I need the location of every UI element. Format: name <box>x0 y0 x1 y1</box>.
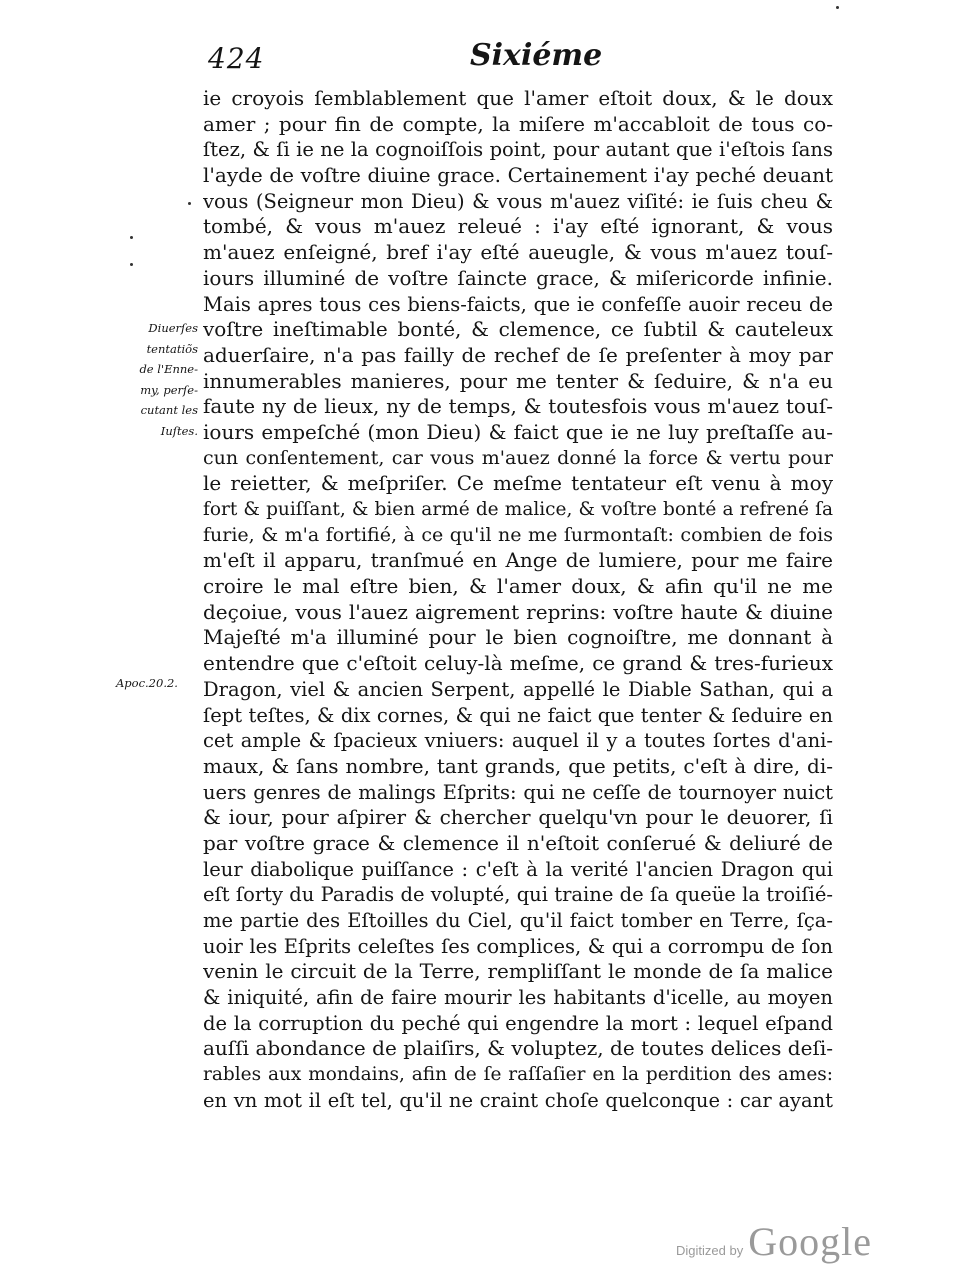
margin-note <box>118 318 198 441</box>
text-line: cun conſentement, car vous m'auez donné la force & vertu pour <box>203 446 833 469</box>
text-line: faute ny de lieux, ny de temps, & toutesfois vous m'auez touſ- <box>203 394 833 419</box>
text-line: Majeſté m'a illuminé pour le bien cognoiſtre, me donnant à <box>203 625 833 650</box>
text-line: aduerſaire, n'a pas failly de rechef de ſe preſenter à moy par <box>203 342 833 367</box>
text-line: Dragon, viel & ancien Serpent, appellé le Diable Sathan, qui a <box>203 677 833 701</box>
body-text <box>203 86 833 1114</box>
text-line: venin le circuit de la Terre, rempliſſant le monde de ſa malice <box>203 959 833 984</box>
text-line: le reietter, & meſpriſer. Ce meſme tentateur eſt venu à moy <box>203 471 833 496</box>
text-line: uoir les Eſprits celeſtes ſes complices, & qui a corrompu de ſon <box>203 934 833 958</box>
ink-speck <box>130 263 133 266</box>
text-line: m'eſt il apparu, tranſmué en Ange de lumiere, pour me faire <box>203 548 833 573</box>
text-line: me partie des Eſtoilles du Ciel, qu'il faict tomber en Terre, ſça- <box>203 909 833 932</box>
text-line: m'auez enſeigné, bref i'ay eſté aueugle, & vous m'auez touſ- <box>203 240 833 265</box>
margin-note-line: my, perſe- <box>140 382 198 397</box>
text-line: deçoiue, vous l'auez aigrement reprins: voſtre haute & diuine <box>203 599 833 624</box>
margin-note-line: tentatiõs <box>146 341 198 356</box>
text-line: ſept teſtes, & dix cornes, & qui ne faict que tenter & ſeduire en <box>203 703 833 727</box>
google-logo: Google <box>748 1219 873 1264</box>
text-line: maux, & ſans nombre, tant grands, que petits, c'eſt à dire, di- <box>203 753 833 778</box>
margin-note-line: de l'Enne- <box>139 362 198 376</box>
text-line: l'ayde de voſtre diuine grace. Certainement i'ay peché deuant <box>203 163 833 188</box>
text-line: rables aux mondains, afin de ſe raſſaſier en la perdition des ames: <box>203 1064 833 1086</box>
margin-note-line: Iuſtes. <box>160 423 198 438</box>
text-line: entendre que c'eſtoit celuy-là meſme, ce grand & tres-furieux <box>203 651 833 676</box>
watermark-prefix: Digitized by <box>676 1243 744 1258</box>
text-line: & iniquité, afin de faire mourir les habitants d'icelle, au moyen <box>203 986 833 1010</box>
text-line: vous (Seigneur mon Dieu) & vous m'auez viſité: ie ſuis cheu & <box>203 189 833 213</box>
margin-reference: Apoc.20.2. <box>116 676 178 690</box>
text-line: ſtez, & ſi ie ne la cognoiſſois point, pour autant que i'eſtois ſans <box>203 138 833 162</box>
text-line: cet ample & ſpacieux vniuers: auquel il y a toutes ſortes d'ani- <box>203 729 833 753</box>
text-line: iours illuminé de voſtre ſaincte grace, & miſericorde infinie. <box>203 265 833 290</box>
text-line: fort & puiſſant, & bien armé de malice, & voſtre bonté a refrené ſa <box>203 499 833 520</box>
text-line: ie croyois ſemblablement que l'amer eſtoit doux, & le doux <box>203 86 833 110</box>
text-line: leur diabolique puiſſance : c'eſt à la verité l'ancien Dragon qui <box>203 857 833 881</box>
text-line: de la corruption du peché qui engendre la mort : lequel eſpand <box>203 1011 833 1035</box>
text-line: furie, & m'a fortifié, à ce qu'il ne me ſurmontaſt: combien de fois <box>203 523 833 546</box>
margin-note-line: cutant les <box>140 403 198 417</box>
text-line: en vn mot il eſt tel, qu'il ne craint choſe quelconque : car ayant <box>203 1088 833 1112</box>
text-line: iours empeſché (mon Dieu) & faict que ie ne luy preſtaſſe au- <box>203 419 833 444</box>
text-line: amer ; pour fin de compte, la miſere m'accabloit de tous co- <box>203 111 833 136</box>
text-line: tombé, & vous m'auez releué : i'ay eſté ignorant, & vous <box>203 214 833 239</box>
text-line: eſt ſorty du Paradis de volupté, qui traine de ſa queüe la troiſié- <box>203 883 833 907</box>
page-number: 424 <box>208 42 265 75</box>
text-line: Mais apres tous ces biens-faicts, que ie confeſſe auoir receu de <box>203 292 833 316</box>
ink-speck <box>130 236 133 239</box>
text-line: & iour, pour aſpirer & chercher quelqu'vn pour le deuorer, ſi <box>203 805 833 830</box>
text-line: innumerables manieres, pour me tenter & ſeduire, & n'a eu <box>203 368 833 393</box>
text-line: auſſi abondance de plaiſirs, & voluptez, de toutes delices deſi- <box>203 1036 833 1061</box>
text-line: par voſtre grace & clemence il n'eſtoit conſerué & deliuré de <box>203 830 833 855</box>
text-line: voſtre ineſtimable bonté, & clemence, ce ſubtil & cauteleux <box>203 317 833 342</box>
running-head: Sixiéme <box>470 38 603 73</box>
ink-speck <box>836 6 839 9</box>
ink-speck <box>188 202 191 205</box>
digitized-by-google-watermark <box>676 1218 872 1265</box>
text-line: uers genres de malings Eſprits: qui ne ceſſe de tournoyer nuict <box>203 780 833 804</box>
text-line: croire le mal eſtre bien, & l'amer doux, & afin qu'il ne me <box>203 574 833 599</box>
margin-note-line: Diuerſes <box>148 321 198 335</box>
